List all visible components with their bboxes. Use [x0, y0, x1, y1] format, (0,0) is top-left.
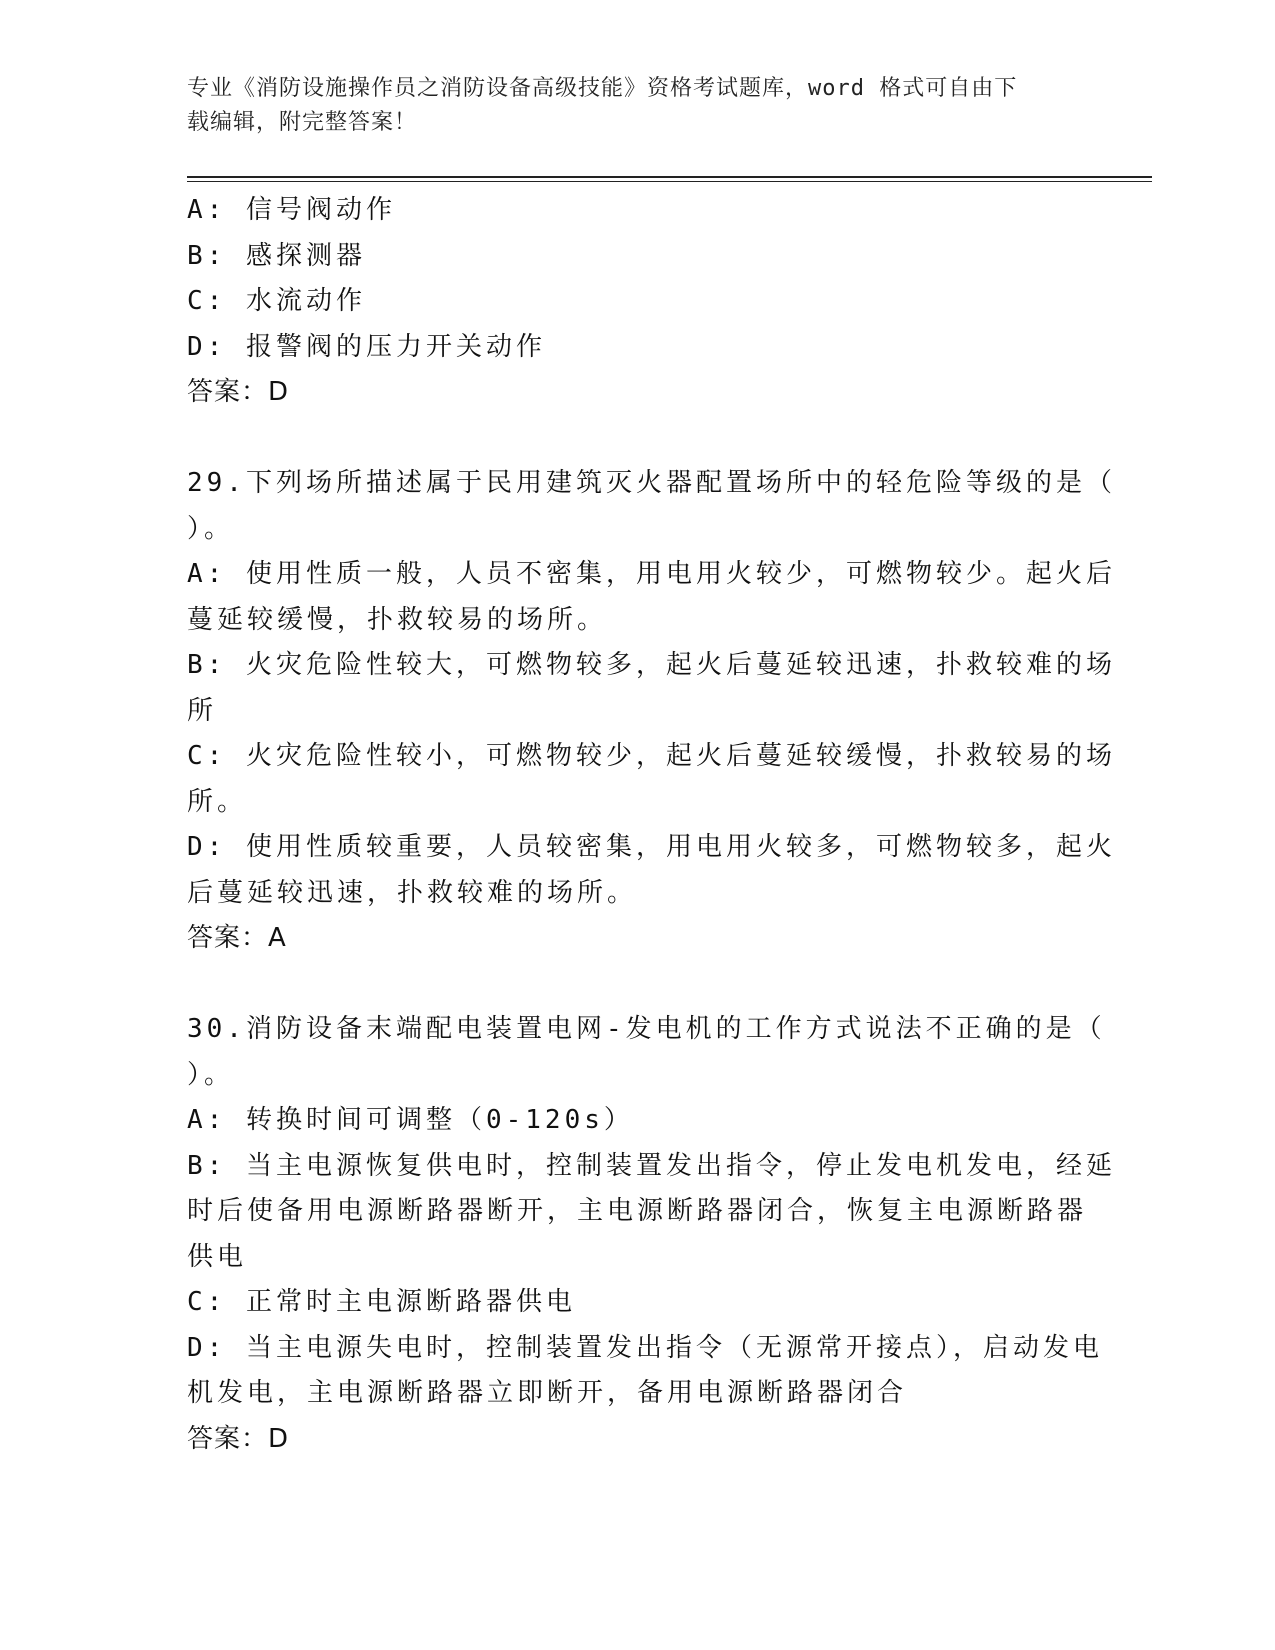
header-divider: [187, 176, 1152, 178]
option-b: B: 火灾危险性较大，可燃物较多，起火后蔓延较迅速，扑救较难的场: [187, 650, 1116, 680]
option-c: 所。: [187, 786, 248, 817]
spacer: [187, 962, 1087, 1008]
question-29: [187, 461, 1116, 962]
option-b: B: 感探测器: [187, 240, 366, 271]
option-a: 蔓延较缓慢，扑救较易的场所。: [187, 604, 608, 635]
option-c: C: 火灾危险性较小，可燃物较少，起火后蔓延较缓慢，扑救较易的场: [187, 741, 1116, 771]
answer-line: 答案：D: [187, 377, 290, 407]
option-d: 机发电，主电源断路器立即断开，备用电源断路器闭合: [187, 1378, 908, 1408]
option-a: A: 信号阀动作: [187, 195, 396, 225]
question-30: [187, 1007, 1116, 1462]
option-a: A: 使用性质一般，人员不密集，用电用火较少，可燃物较少。起火后: [187, 559, 1116, 589]
option-b: 时后使备用电源断路器断开，主电源断路器闭合，恢复主电源断路器: [187, 1196, 1088, 1226]
header-divider-thin: [187, 181, 1152, 182]
option-b: B: 当主电源恢复供电时，控制装置发出指令，停止发电机发电，经延: [187, 1150, 1116, 1181]
answer-line: 答案：A: [187, 923, 287, 953]
answer-line: 答案：D: [187, 1423, 290, 1454]
option-c: C: 水流动作: [187, 286, 366, 316]
question-content: [187, 188, 1116, 1462]
option-a: A: 转换时间可调整（0-120s）: [187, 1105, 634, 1135]
question-28-continued: [187, 188, 1087, 416]
spacer: [187, 416, 1087, 462]
header-line: 专业《消防设施操作员之消防设备高级技能》资格考试题库，word 格式可自由下: [187, 76, 1018, 101]
option-d: D: 使用性质较重要，人员较密集，用电用火较多，可燃物较多，起火: [187, 832, 1116, 862]
question-stem: ）。: [187, 1059, 235, 1090]
header-line: 载编辑，附完整答案！: [187, 110, 418, 135]
question-stem: 30.消防设备末端配电装置电网-发电机的工作方式说法不正确的是（: [187, 1014, 1106, 1044]
option-d: 后蔓延较迅速，扑救较难的场所。: [187, 877, 638, 908]
question-stem: 29.下列场所描述属于民用建筑灭火器配置场所中的轻危险等级的是（: [187, 468, 1116, 498]
question-stem: ）。: [187, 513, 235, 544]
option-b: 供电: [187, 1241, 248, 1272]
option-d: D: 当主电源失电时，控制装置发出指令（无源常开接点），启动发电: [187, 1332, 1103, 1363]
document-header: [187, 72, 1067, 140]
option-b: 所: [187, 695, 218, 726]
option-c: C: 正常时主电源断路器供电: [187, 1287, 576, 1317]
option-d: D: 报警阀的压力开关动作: [187, 331, 546, 362]
